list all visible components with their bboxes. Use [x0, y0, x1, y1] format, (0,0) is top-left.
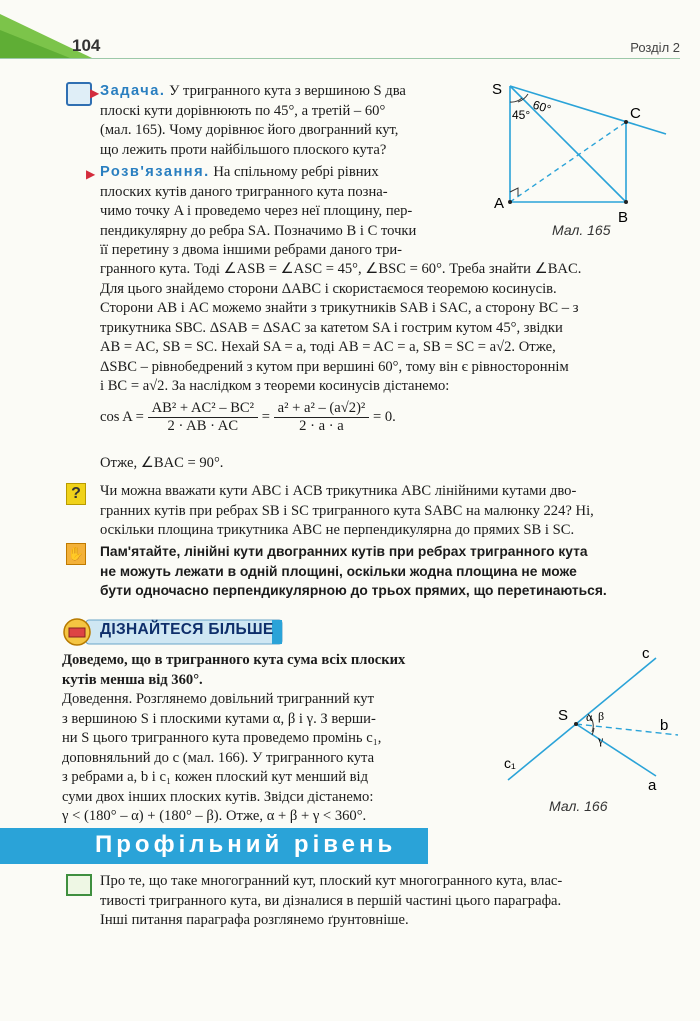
profile-level-text: Про те, що таке многогранний кут, плоский кут многогранного кута, влас- тивості тригранного кута, ви дізналися в першій частині цього параграфа. Інші питання параграфа розглянемо ґрунтовніше.: [100, 873, 563, 928]
task-icon: [66, 82, 92, 106]
fig166-alpha: α: [586, 710, 593, 724]
fig165-angle-60: 60°: [531, 97, 553, 117]
task-arrow-icon: ▶: [90, 86, 100, 100]
task-label: Задача.: [100, 83, 166, 99]
fig165-angle-45: 45°: [512, 108, 531, 122]
figure-166-caption: Мал. 166: [549, 798, 608, 814]
solution-conclusion: Отже, ∠BAC = 90°.: [100, 455, 224, 471]
figure-165-caption: Мал. 165: [552, 222, 611, 238]
page-number: 104: [72, 36, 101, 55]
solution-label: Розв'язання.: [100, 164, 210, 180]
fig165-label-s: S: [492, 81, 503, 98]
section-name: Розділ 2: [630, 40, 680, 55]
figure-166: [496, 640, 682, 800]
fig166-beta: β: [598, 709, 605, 723]
question-icon: ?: [66, 483, 86, 505]
cosine-formula: cos A = $\frac{\text{AB² + AC² – BC²}}{2 \cdot AB \cdot AC}$ = $\frac{\text{a² + a² – (a√2)²}}{2 \cdot a \cdot a}$ = 0.: [100, 400, 396, 434]
fig165-label-b: B: [618, 209, 629, 226]
fig166-label-b: b: [660, 717, 669, 734]
learn-more-title: ДІЗНАЙТЕСЯ БІЛЬШЕ: [100, 621, 274, 638]
remember-note: Пам'ятайте, лінійні кути двогранних кутів при ребрах тригранного кута не можуть лежати в одній площині, оскільки жодна площина не може бути одночасно перпендикулярною до трьох прямих, що перетинаються.: [100, 544, 607, 598]
task-text: Задача. У тригранного кута з вершиною S два плоскі кути дорівнюють по 45°, а третій – 60° (мал. 165). Чому дорівнює його двогранний кут, що лежить проти найбільшого плоского кута?: [100, 83, 406, 158]
profile-level-title: Профільний рівень: [95, 831, 397, 858]
solution-text-wide: гранного кута. Тоді ∠ASB = ∠ASC = 45°, ∠BSC = 60°. Треба знайти ∠BAC. Для цього знайдемо сторони ΔABC і скористаємося теоремою косинусів. Сторони AB і AC можемо знайти з трикутників SAB і SAC, а сторону BC – з трикутника SBC. ΔSAB = ΔSAC за катетом SA і гострим кутом 45°, звідки AB = AC, SB = SC. Нехай SA = a, тоді AB = AC = a, SB = SC = a√2. Отже, ΔSBC – рівнобедрений з кутом при вершині 60°, тому він є рівностороннім і BC = a√2. За наслідком з теореми косинусів дістанемо:: [100, 261, 582, 394]
fig166-gamma: γ: [598, 733, 604, 747]
fig165-label-a: A: [494, 195, 505, 212]
fig166-label-c1: c₁: [504, 755, 516, 771]
fig166-label-s: S: [558, 707, 569, 724]
hand-icon: ✋: [66, 543, 86, 565]
fig165-label-c: C: [630, 105, 641, 122]
solution-arrow-icon: ▶: [86, 167, 96, 181]
fig166-label-a: a: [648, 777, 657, 794]
fig166-label-c: c: [642, 645, 650, 662]
book-icon: [66, 874, 92, 896]
figure-165: [488, 76, 672, 242]
header-divider: [0, 58, 680, 59]
learn-more-text: Доведемо, що в тригранного кута сума всіх плоских кутів менша від 360°. Доведення. Розглянемо довільний тригранний кут з вершиною S і плоскими кутами α, β і γ. З верши- ни S цього тригранного кута проведемо промінь c₁, доповняльний до c (мал. 166). У тригранного кута з ребрами a, b і c₁ кожен плоский кут менший від суми двох інших плоских кутів. Звідси дістанемо: γ < (180° – α) + (180° – β). Отже, α + β + γ < 360°.: [62, 652, 406, 824]
question-text: Чи можна вважати кути ABC і ACB трикутника ABC лінійними кутами дво- гранних кутів при ребрах SB і SC тригранного кута SABC на малюнку 224? Ні, оскільки площина трикутника ABC не перпендикулярна до прямих SB і SC.: [100, 483, 594, 538]
solution-text-narrow: Розв'язання. На спільному ребрі рівних плоских кутів даного тригранного кута позна- чимо точку A і проведемо через неї площину, пер- пендикулярну до ребра SA. Позначимо B і C точки її перетину з двома іншими ребрами даного три-: [100, 164, 417, 258]
